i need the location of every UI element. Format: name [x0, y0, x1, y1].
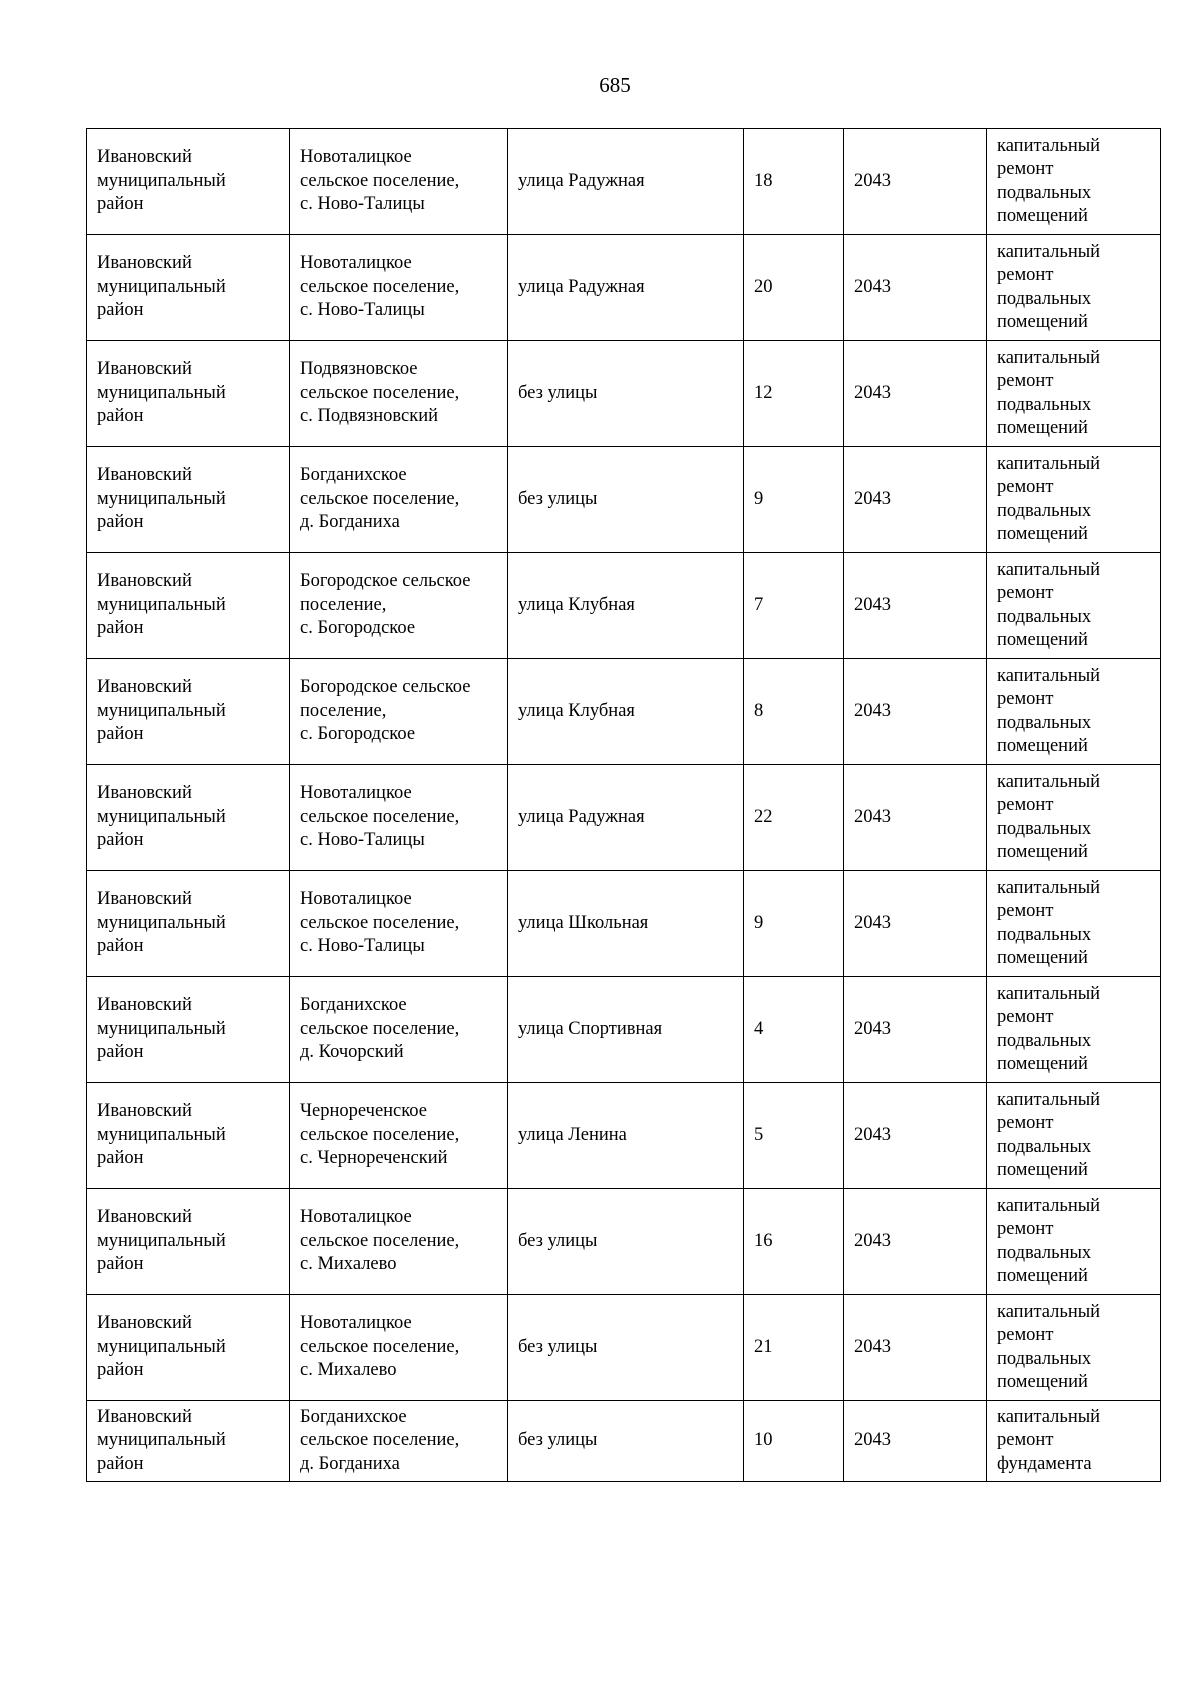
street-cell: улица Радужная — [508, 765, 744, 871]
work-type-cell-line: ремонт — [997, 1219, 1054, 1239]
district-cell — [87, 235, 290, 341]
table-row — [87, 341, 1161, 447]
year-cell: 2043 — [844, 1083, 987, 1189]
work-type-cell-line: подвальных — [997, 712, 1092, 733]
work-type-cell-line: ремонт — [997, 1007, 1054, 1027]
district-cell-line: муниципальный — [97, 1430, 226, 1451]
work-type-cell-line: помещений — [997, 1372, 1088, 1392]
work-type-cell-line: капитальный — [997, 347, 1101, 368]
work-type-cell-line: ремонт — [997, 477, 1054, 497]
street-cell: улица Клубная — [508, 659, 744, 765]
work-type-cell-line: помещений — [997, 524, 1088, 544]
settlement-cell-line: Подвязновское — [300, 359, 418, 380]
street-cell: улица Спортивная — [508, 977, 744, 1083]
work-type-cell — [987, 129, 1161, 235]
work-type-cell-line: помещений — [997, 630, 1088, 650]
settlement-cell — [290, 447, 508, 553]
settlement-cell-line: сельское поселение, — [300, 1018, 460, 1039]
district-cell-line: Ивановский — [97, 147, 192, 168]
district-cell — [87, 447, 290, 553]
work-type-cell-line: ремонт — [997, 795, 1054, 815]
district-cell — [87, 765, 290, 871]
work-type-cell — [987, 235, 1161, 341]
work-type-cell-line: капитальный — [997, 241, 1101, 262]
district-cell-line: район — [97, 1360, 144, 1381]
work-type-cell — [987, 1189, 1161, 1295]
work-type-cell-line: ремонт — [997, 1325, 1054, 1345]
work-type-cell — [987, 1083, 1161, 1189]
district-cell-line: район — [97, 194, 144, 215]
district-cell-line: Ивановский — [97, 1313, 192, 1334]
work-type-cell-line: ремонт — [997, 159, 1054, 179]
district-cell-line: муниципальный — [97, 806, 226, 827]
work-type-cell-line: ремонт — [997, 901, 1054, 921]
settlement-cell-line: сельское поселение, — [300, 806, 460, 827]
settlement-cell-line: сельское поселение, — [300, 276, 460, 297]
settlement-cell-line: сельское поселение, — [300, 912, 460, 933]
work-type-cell-line: помещений — [997, 1160, 1088, 1180]
table-row — [87, 765, 1161, 871]
year-cell: 2043 — [844, 977, 987, 1083]
settlement-cell-line: Богданихское — [300, 1406, 407, 1427]
settlement-cell-line: Богданихское — [300, 995, 407, 1016]
district-cell-line: муниципальный — [97, 1230, 226, 1251]
work-type-cell-line: помещений — [997, 1054, 1088, 1074]
settlement-cell-line: Новоталицкое — [300, 783, 412, 804]
year-cell: 2043 — [844, 447, 987, 553]
year-cell: 2043 — [844, 1189, 987, 1295]
table-row — [87, 1083, 1161, 1189]
district-cell-line: район — [97, 1254, 144, 1275]
work-type-cell-line: подвальных — [997, 1242, 1092, 1263]
work-type-cell-line: капитальный — [997, 1406, 1101, 1427]
work-type-cell — [987, 1295, 1161, 1401]
district-cell-line: Ивановский — [97, 783, 192, 804]
work-type-cell-line: помещений — [997, 312, 1088, 332]
work-type-cell-line: капитальный — [997, 453, 1101, 474]
house-number-cell: 10 — [744, 1401, 844, 1482]
work-type-cell-line: подвальных — [997, 606, 1092, 627]
district-cell-line: Ивановский — [97, 465, 192, 486]
district-cell-line: муниципальный — [97, 594, 226, 615]
district-cell-line: Ивановский — [97, 359, 192, 380]
table-row — [87, 553, 1161, 659]
work-type-cell-line: помещений — [997, 736, 1088, 756]
work-type-cell-line: капитальный — [997, 1089, 1101, 1110]
work-type-cell-line: подвальных — [997, 500, 1092, 521]
district-cell-line: Ивановский — [97, 253, 192, 274]
work-type-cell-line: ремонт — [997, 689, 1054, 709]
work-type-cell-line: помещений — [997, 1266, 1088, 1286]
district-cell — [87, 553, 290, 659]
year-cell: 2043 — [844, 235, 987, 341]
work-type-cell-line: ремонт — [997, 583, 1054, 603]
work-type-cell — [987, 553, 1161, 659]
district-cell-line: район — [97, 406, 144, 427]
district-cell-line: муниципальный — [97, 1336, 226, 1357]
district-cell — [87, 1295, 290, 1401]
work-type-cell — [987, 447, 1161, 553]
work-type-cell-line: капитальный — [997, 559, 1101, 580]
district-cell — [87, 1189, 290, 1295]
year-cell: 2043 — [844, 1295, 987, 1401]
work-type-cell-line: подвальных — [997, 1348, 1092, 1369]
year-cell: 2043 — [844, 553, 987, 659]
house-number-cell: 22 — [744, 765, 844, 871]
repair-schedule-table — [86, 128, 1161, 1482]
settlement-cell — [290, 1189, 508, 1295]
work-type-cell-line: ремонт — [997, 1113, 1054, 1133]
work-type-cell-line: ремонт — [997, 265, 1054, 285]
street-cell: улица Радужная — [508, 235, 744, 341]
settlement-cell-line: д. Богданиха — [300, 1453, 400, 1474]
district-cell-line: район — [97, 1042, 144, 1063]
work-type-cell-line: помещений — [997, 206, 1088, 226]
settlement-cell-line: с. Подвязновский — [300, 406, 439, 427]
district-cell-line: Ивановский — [97, 995, 192, 1016]
settlement-cell — [290, 871, 508, 977]
street-cell: улица Ленина — [508, 1083, 744, 1189]
table-row — [87, 977, 1161, 1083]
settlement-cell-line: поселение, — [300, 594, 387, 615]
table-row — [87, 129, 1161, 235]
district-cell — [87, 341, 290, 447]
house-number-cell: 9 — [744, 447, 844, 553]
district-cell — [87, 1083, 290, 1189]
district-cell — [87, 659, 290, 765]
work-type-cell-line: капитальный — [997, 983, 1101, 1004]
settlement-cell — [290, 341, 508, 447]
year-cell: 2043 — [844, 129, 987, 235]
house-number-cell: 20 — [744, 235, 844, 341]
work-type-cell-line: подвальных — [997, 1136, 1092, 1157]
house-number-cell: 7 — [744, 553, 844, 659]
district-cell-line: муниципальный — [97, 488, 226, 509]
settlement-cell — [290, 1401, 508, 1482]
work-type-cell-line: помещений — [997, 842, 1088, 862]
street-cell: без улицы — [508, 1401, 744, 1482]
settlement-cell-line: поселение, — [300, 700, 387, 721]
district-cell-line: район — [97, 936, 144, 957]
district-cell-line: район — [97, 724, 144, 745]
year-cell: 2043 — [844, 765, 987, 871]
work-type-cell-line: ремонт — [997, 1430, 1054, 1451]
work-type-cell-line: фундамента — [997, 1453, 1092, 1474]
page-number: 685 — [599, 73, 631, 97]
district-cell-line: Ивановский — [97, 1101, 192, 1122]
district-cell — [87, 871, 290, 977]
work-type-cell — [987, 341, 1161, 447]
district-cell-line: муниципальный — [97, 276, 226, 297]
work-type-cell-line: капитальный — [997, 877, 1101, 898]
settlement-cell-line: Богородское сельское — [300, 571, 471, 592]
settlement-cell-line: с. Богородское — [300, 618, 416, 639]
settlement-cell-line: с. Ново-Талицы — [300, 194, 425, 215]
settlement-cell-line: с. Ново-Талицы — [300, 936, 425, 957]
district-cell-line: Ивановский — [97, 889, 192, 910]
settlement-cell-line: сельское поселение, — [300, 1430, 460, 1451]
work-type-cell-line: капитальный — [997, 1195, 1101, 1216]
street-cell: без улицы — [508, 1295, 744, 1401]
settlement-cell — [290, 1295, 508, 1401]
district-cell-line: муниципальный — [97, 170, 226, 191]
settlement-cell-line: с. Ново-Талицы — [300, 300, 425, 321]
house-number-cell: 18 — [744, 129, 844, 235]
work-type-cell-line: помещений — [997, 418, 1088, 438]
district-cell-line: муниципальный — [97, 700, 226, 721]
district-cell-line: Ивановский — [97, 1406, 192, 1427]
table-row — [87, 659, 1161, 765]
district-cell-line: район — [97, 300, 144, 321]
district-cell-line: район — [97, 512, 144, 533]
district-cell-line: район — [97, 1148, 144, 1169]
district-cell — [87, 1401, 290, 1482]
district-cell-line: муниципальный — [97, 1018, 226, 1039]
settlement-cell-line: сельское поселение, — [300, 170, 460, 191]
year-cell: 2043 — [844, 871, 987, 977]
settlement-cell — [290, 235, 508, 341]
settlement-cell — [290, 1083, 508, 1189]
table-body — [87, 129, 1161, 1482]
settlement-cell-line: с. Чернореченский — [300, 1148, 448, 1169]
settlement-cell-line: Богданихское — [300, 465, 407, 486]
district-cell-line: район — [97, 1453, 144, 1474]
table-row — [87, 235, 1161, 341]
settlement-cell-line: д. Богданиха — [300, 512, 400, 533]
settlement-cell-line: Новоталицкое — [300, 253, 412, 274]
work-type-cell — [987, 659, 1161, 765]
work-type-cell-line: подвальных — [997, 818, 1092, 839]
settlement-cell-line: сельское поселение, — [300, 1336, 460, 1357]
table-row — [87, 447, 1161, 553]
table-row — [87, 1295, 1161, 1401]
table-row — [87, 1401, 1161, 1482]
table-row — [87, 871, 1161, 977]
settlement-cell — [290, 977, 508, 1083]
work-type-cell-line: подвальных — [997, 924, 1092, 945]
house-number-cell: 5 — [744, 1083, 844, 1189]
district-cell — [87, 977, 290, 1083]
street-cell: без улицы — [508, 1189, 744, 1295]
district-cell-line: Ивановский — [97, 571, 192, 592]
street-cell: без улицы — [508, 447, 744, 553]
work-type-cell-line: подвальных — [997, 288, 1092, 309]
settlement-cell-line: сельское поселение, — [300, 382, 460, 403]
street-cell: улица Клубная — [508, 553, 744, 659]
year-cell: 2043 — [844, 659, 987, 765]
house-number-cell: 21 — [744, 1295, 844, 1401]
settlement-cell — [290, 659, 508, 765]
work-type-cell-line: подвальных — [997, 394, 1092, 415]
settlement-cell-line: Новоталицкое — [300, 1207, 412, 1228]
settlement-cell-line: сельское поселение, — [300, 1230, 460, 1251]
house-number-cell: 16 — [744, 1189, 844, 1295]
settlement-cell-line: Богородское сельское — [300, 677, 471, 698]
settlement-cell-line: сельское поселение, — [300, 488, 460, 509]
house-number-cell: 8 — [744, 659, 844, 765]
district-cell-line: муниципальный — [97, 382, 226, 403]
street-cell: улица Школьная — [508, 871, 744, 977]
work-type-cell-line: капитальный — [997, 135, 1101, 156]
settlement-cell-line: сельское поселение, — [300, 1124, 460, 1145]
district-cell-line: район — [97, 830, 144, 851]
settlement-cell-line: с. Михалево — [300, 1360, 397, 1381]
table-row — [87, 1189, 1161, 1295]
work-type-cell — [987, 765, 1161, 871]
street-cell: без улицы — [508, 341, 744, 447]
work-type-cell — [987, 1401, 1161, 1482]
work-type-cell — [987, 977, 1161, 1083]
house-number-cell: 4 — [744, 977, 844, 1083]
district-cell-line: Ивановский — [97, 677, 192, 698]
settlement-cell-line: Новоталицкое — [300, 147, 412, 168]
district-cell-line: Ивановский — [97, 1207, 192, 1228]
district-cell-line: муниципальный — [97, 912, 226, 933]
settlement-cell — [290, 765, 508, 871]
work-type-cell-line: подвальных — [997, 1030, 1092, 1051]
work-type-cell-line: помещений — [997, 948, 1088, 968]
house-number-cell: 12 — [744, 341, 844, 447]
settlement-cell — [290, 553, 508, 659]
work-type-cell-line: капитальный — [997, 1301, 1101, 1322]
year-cell: 2043 — [844, 1401, 987, 1482]
year-cell: 2043 — [844, 341, 987, 447]
district-cell — [87, 129, 290, 235]
settlement-cell-line: Новоталицкое — [300, 1313, 412, 1334]
district-cell-line: муниципальный — [97, 1124, 226, 1145]
settlement-cell-line: Чернореченское — [300, 1101, 427, 1122]
settlement-cell-line: с. Богородское — [300, 724, 416, 745]
settlement-cell-line: д. Кочорский — [300, 1042, 404, 1063]
house-number-cell: 9 — [744, 871, 844, 977]
settlement-cell-line: Новоталицкое — [300, 889, 412, 910]
work-type-cell-line: капитальный — [997, 771, 1101, 792]
work-type-cell-line: ремонт — [997, 371, 1054, 391]
work-type-cell — [987, 871, 1161, 977]
settlement-cell-line: с. Михалево — [300, 1254, 397, 1275]
street-cell: улица Радужная — [508, 129, 744, 235]
settlement-cell-line: с. Ново-Талицы — [300, 830, 425, 851]
settlement-cell — [290, 129, 508, 235]
work-type-cell-line: капитальный — [997, 665, 1101, 686]
work-type-cell-line: подвальных — [997, 182, 1092, 203]
district-cell-line: район — [97, 618, 144, 639]
